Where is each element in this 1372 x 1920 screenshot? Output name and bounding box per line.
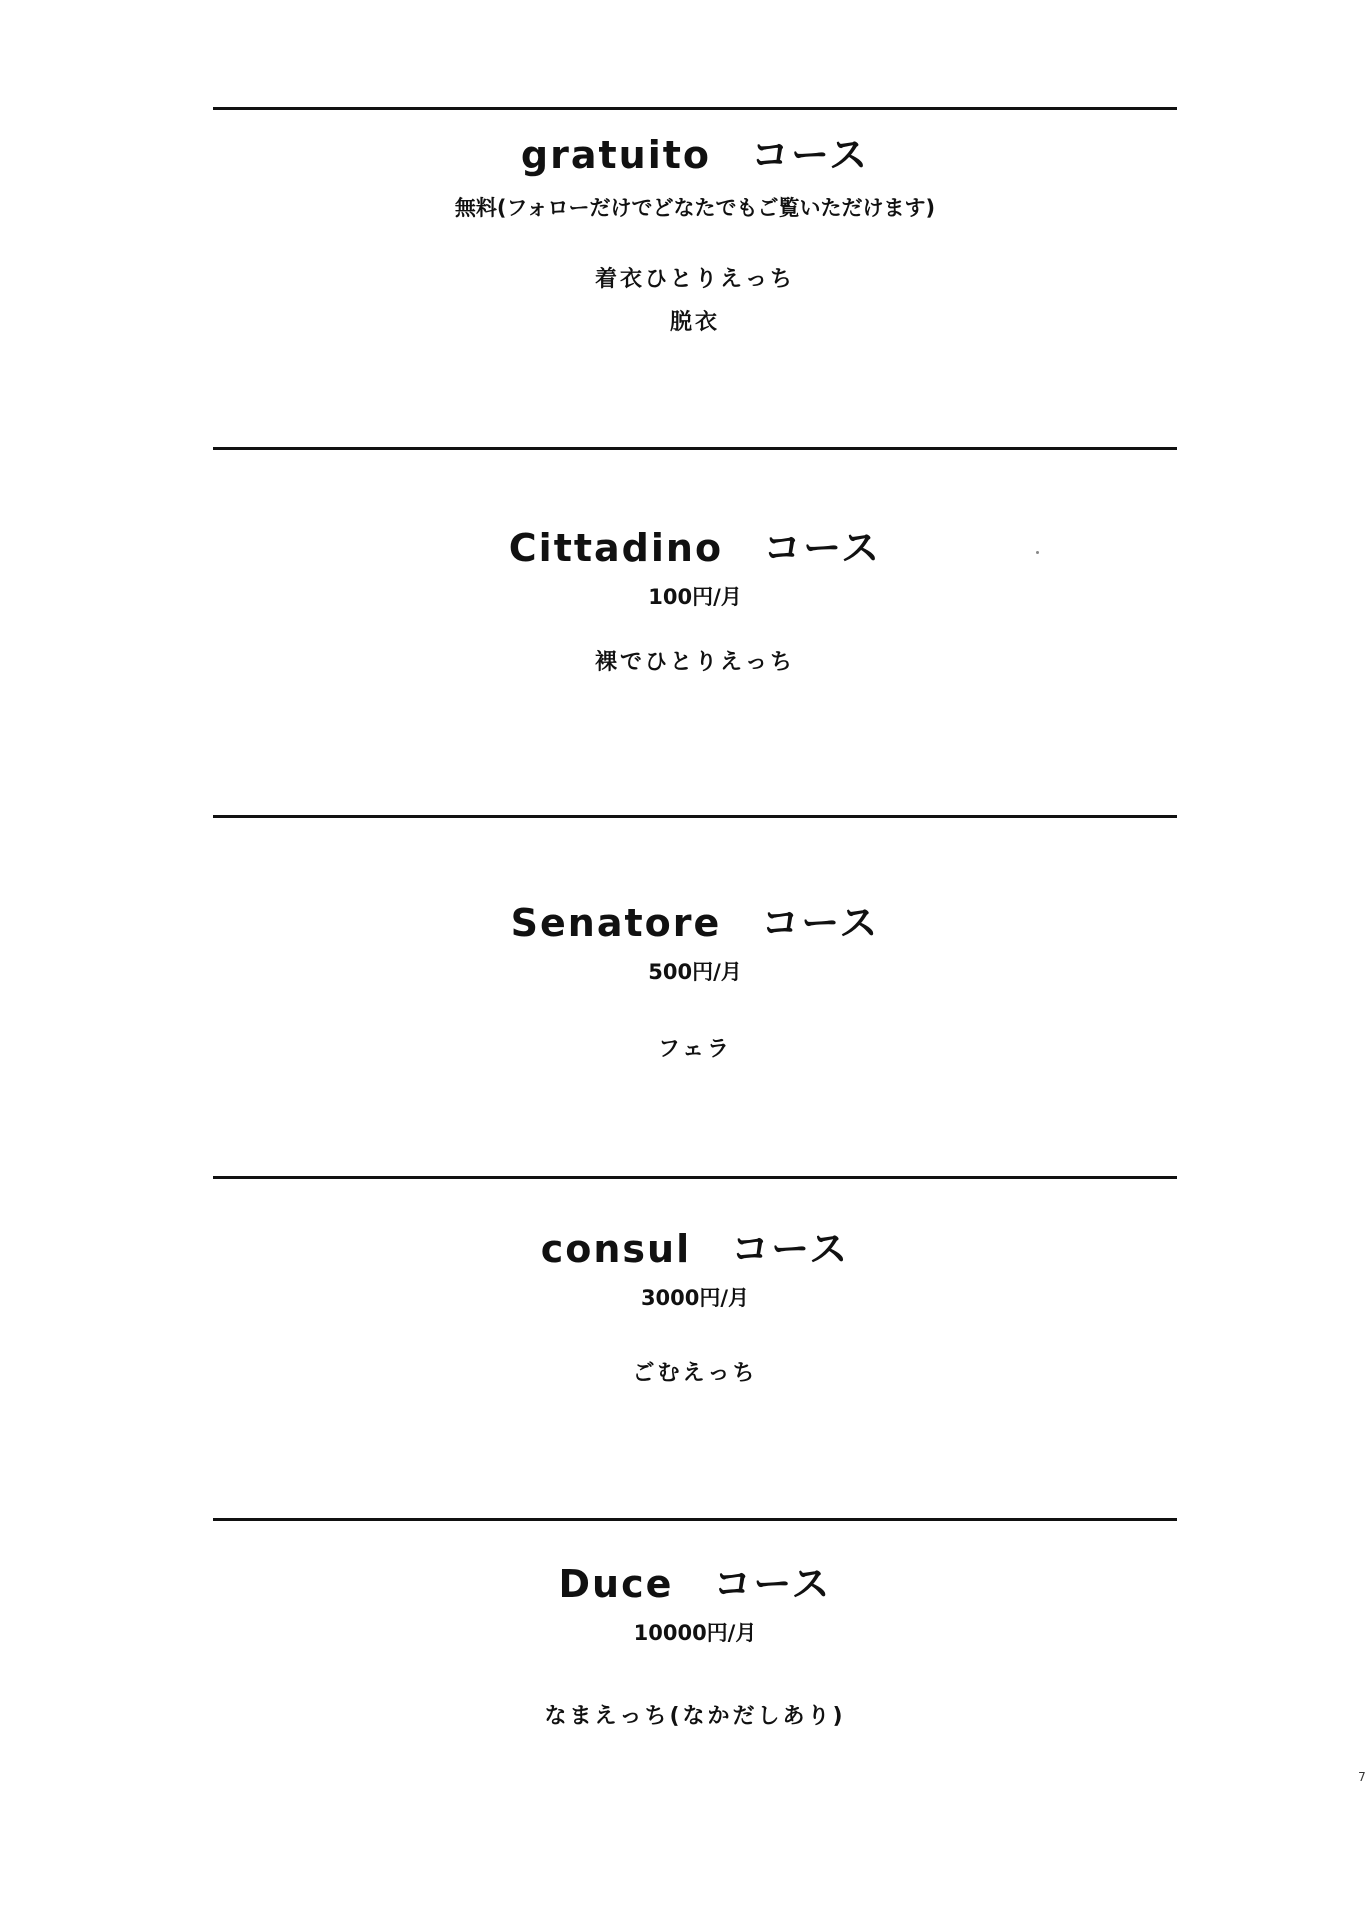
section-divider — [213, 107, 1177, 110]
course-price: 10000円/月 — [633, 1620, 757, 1645]
course-price: 無料(フォローだけでどなたでもご覧いただけます) — [454, 195, 936, 220]
course-title — [213, 1562, 1177, 1608]
course-title — [213, 526, 1177, 572]
course-name: Duce — [558, 1562, 674, 1606]
course-section-duce — [213, 1562, 1177, 1734]
course-item: なまえっち(なかだしあり) — [544, 1703, 846, 1729]
course-price: 500円/月 — [648, 959, 742, 984]
course-item: ごむえっち — [632, 1360, 758, 1386]
speck-mark — [1036, 551, 1039, 554]
course-name: Senatore — [510, 901, 722, 945]
course-name: Cittadino — [508, 526, 724, 570]
course-title — [213, 133, 1177, 179]
course-label: コース — [763, 526, 882, 570]
course-item: 裸でひとりえっち — [594, 649, 795, 675]
course-name: consul — [540, 1227, 692, 1271]
course-label: コース — [751, 133, 870, 177]
section-divider — [213, 447, 1177, 450]
course-label: コース — [761, 901, 880, 945]
course-section-senatore — [213, 901, 1177, 1067]
section-divider — [213, 1176, 1177, 1179]
course-title — [213, 901, 1177, 947]
course-section-cittadino — [213, 526, 1177, 680]
course-title — [213, 1227, 1177, 1273]
course-section-gratuito — [213, 133, 1177, 340]
course-item: フェラ — [658, 1036, 732, 1062]
course-section-consul — [213, 1227, 1177, 1391]
course-item: 脱衣 — [669, 310, 720, 336]
section-divider — [213, 815, 1177, 818]
course-price: 100円/月 — [648, 584, 742, 609]
course-item: 着衣ひとりえっち — [594, 266, 795, 292]
course-label: コース — [731, 1227, 850, 1271]
course-price: 3000円/月 — [640, 1285, 750, 1310]
page-number: 7 — [1358, 1770, 1366, 1784]
section-divider — [213, 1518, 1177, 1521]
course-name: gratuito — [520, 133, 711, 177]
course-label: コース — [713, 1562, 832, 1606]
